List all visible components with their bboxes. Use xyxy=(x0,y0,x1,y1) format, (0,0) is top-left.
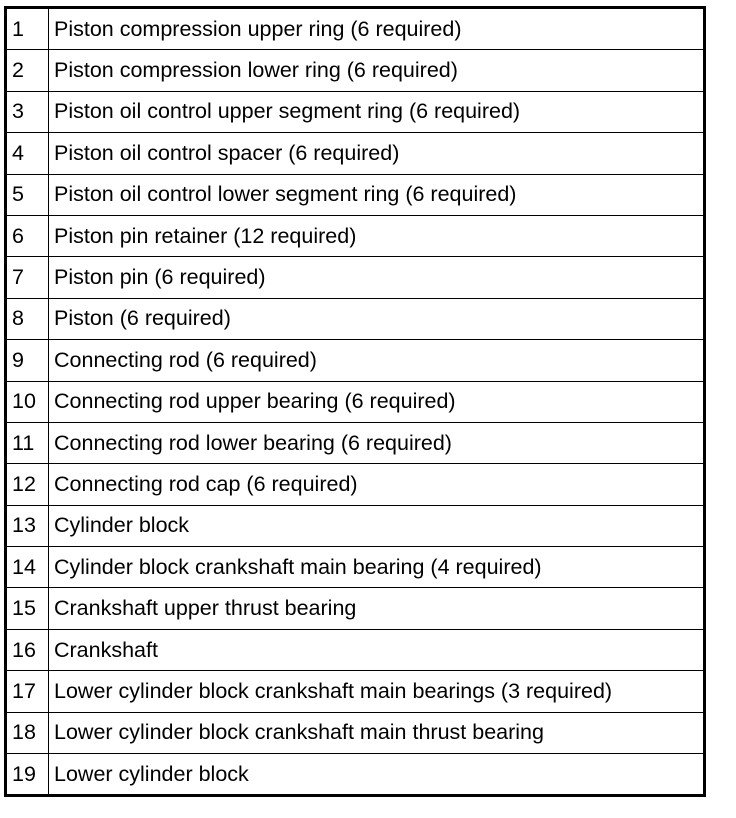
item-number: 14 xyxy=(6,547,49,588)
table-row xyxy=(6,257,705,298)
item-number: 8 xyxy=(6,298,49,339)
table-row xyxy=(6,215,705,256)
item-description: Connecting rod lower bearing (6 required) xyxy=(49,422,705,463)
item-description: Piston pin (6 required) xyxy=(49,257,705,298)
item-number: 2 xyxy=(6,50,49,91)
item-description: Piston pin retainer (12 required) xyxy=(49,215,705,256)
table-row xyxy=(6,174,705,215)
table-row xyxy=(6,588,705,629)
item-description: Piston oil control lower segment ring (6 required) xyxy=(49,174,705,215)
table-row xyxy=(6,133,705,174)
table-row xyxy=(6,381,705,422)
item-description: Piston compression upper ring (6 required) xyxy=(49,8,705,50)
item-description: Piston (6 required) xyxy=(49,298,705,339)
item-description: Lower cylinder block crankshaft main thrust bearing xyxy=(49,712,705,753)
table-row xyxy=(6,629,705,670)
item-number: 11 xyxy=(6,422,49,463)
table-row xyxy=(6,91,705,132)
item-description: Piston oil control upper segment ring (6 required) xyxy=(49,91,705,132)
item-number: 17 xyxy=(6,671,49,712)
item-number: 15 xyxy=(6,588,49,629)
item-number: 1 xyxy=(6,8,49,50)
item-number: 13 xyxy=(6,505,49,546)
parts-legend-table xyxy=(4,6,706,797)
item-description: Connecting rod cap (6 required) xyxy=(49,464,705,505)
table-row xyxy=(6,754,705,796)
item-number: 12 xyxy=(6,464,49,505)
parts-legend-body xyxy=(6,8,705,796)
item-number: 16 xyxy=(6,629,49,670)
item-description: Cylinder block crankshaft main bearing (4 required) xyxy=(49,547,705,588)
table-row xyxy=(6,8,705,50)
table-row xyxy=(6,340,705,381)
item-description: Piston oil control spacer (6 required) xyxy=(49,133,705,174)
item-description: Piston compression lower ring (6 required) xyxy=(49,50,705,91)
item-description: Connecting rod (6 required) xyxy=(49,340,705,381)
item-description: Lower cylinder block xyxy=(49,754,705,796)
item-number: 7 xyxy=(6,257,49,298)
item-number: 3 xyxy=(6,91,49,132)
item-description: Crankshaft upper thrust bearing xyxy=(49,588,705,629)
table-row xyxy=(6,464,705,505)
item-description: Cylinder block xyxy=(49,505,705,546)
table-row xyxy=(6,505,705,546)
table-row xyxy=(6,547,705,588)
table-row xyxy=(6,422,705,463)
item-description: Crankshaft xyxy=(49,629,705,670)
item-number: 5 xyxy=(6,174,49,215)
item-description: Connecting rod upper bearing (6 required) xyxy=(49,381,705,422)
table-row xyxy=(6,50,705,91)
item-number: 18 xyxy=(6,712,49,753)
item-description: Lower cylinder block crankshaft main bearings (3 required) xyxy=(49,671,705,712)
table-row xyxy=(6,298,705,339)
table-row xyxy=(6,671,705,712)
item-number: 10 xyxy=(6,381,49,422)
item-number: 9 xyxy=(6,340,49,381)
table-row xyxy=(6,712,705,753)
item-number: 19 xyxy=(6,754,49,796)
item-number: 6 xyxy=(6,215,49,256)
item-number: 4 xyxy=(6,133,49,174)
